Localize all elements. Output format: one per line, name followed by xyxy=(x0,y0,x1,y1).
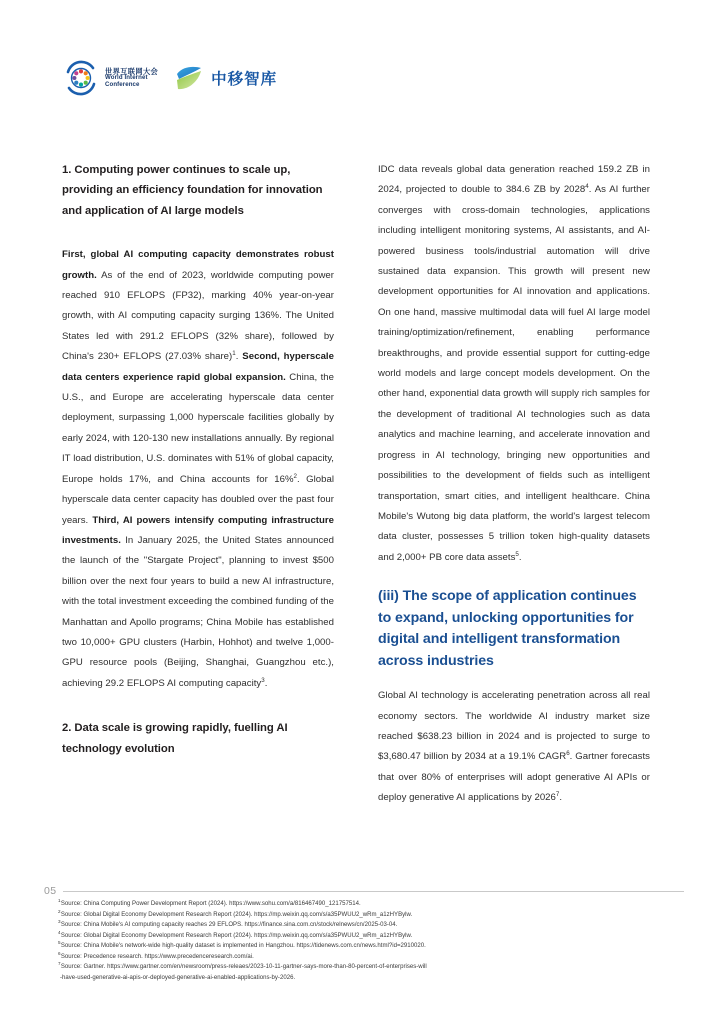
section-heading-blue: (iii) The scope of application continues to expand, unlocking opportunities for digital and intelligent transformation across industries xyxy=(378,588,637,669)
footnote-item-continuation xyxy=(58,973,683,984)
lead-in-bold-3: Third, AI powers intensify computing infrastructure investments. xyxy=(62,514,335,546)
footnote-text: Source: China Mobile's network-wide high-quality dataset is implemented in Hangzhou. https://tidenews.com.cn/news.html?id=2910020. xyxy=(60,943,426,950)
lp1-run-4: . Global hyperscale data center capacity has doubled over the past four years. xyxy=(62,473,334,526)
footnote-text: Source: Global Digital Economy Development Research Report (2024). https://mp.weixin.qq.com/s/a35PWUU2_wRm_a1zHYBylw. xyxy=(60,932,413,939)
footnote-ref-2: 2 xyxy=(293,472,297,480)
footnote-ref-3: 3 xyxy=(261,676,265,684)
page-number: 05 xyxy=(44,885,57,897)
footnote-item xyxy=(58,941,683,952)
footnote-marker: 6 xyxy=(58,950,61,956)
rp2-run-2: . Gartner forecasts that over 80% of enterprises will adopt generative AI APIs or deploy generative AI applications by 2026 xyxy=(378,751,650,804)
footnote-marker: 1 xyxy=(58,897,61,903)
footnote-ref-1: 1 xyxy=(232,350,236,358)
wic-english-name-line1: World Internet xyxy=(105,74,148,82)
rp1-run-3: . xyxy=(518,551,522,563)
footnote-text: Source: Global Digital Economy Development Research Report (2024). https://mp.weixin.qq.com/s/a35PWUU2_wRm_a1zHYBylw. xyxy=(60,911,413,918)
cmri-swoosh-icon xyxy=(174,63,204,93)
footnote-marker: 7 xyxy=(58,961,61,967)
page-footer xyxy=(0,885,724,1024)
right-column xyxy=(378,160,650,809)
world-internet-conference-logo xyxy=(62,59,158,97)
footer-divider xyxy=(63,891,684,892)
section-heading-2: 2. Data scale is growing rapidly, fuelling AI technology evolution xyxy=(62,722,288,755)
footnote-item xyxy=(58,962,683,973)
footnote-text: -have-used-generative-ai-apis-or-deployed-generative-ai-enabled-applications-by-2026. xyxy=(60,974,296,981)
wic-chinese-name: 世界互联网大会 xyxy=(105,66,159,76)
footnote-marker: 4 xyxy=(58,929,61,935)
cmri-think-tank-logo xyxy=(174,63,277,93)
footnote-ref-5: 5 xyxy=(515,550,519,558)
cmri-wordmark: 中移智库 xyxy=(211,71,278,88)
section-heading-1: 1. Computing power continues to scale up, providing an efficiency foundation for innovation and application of AI large models xyxy=(62,164,323,217)
footnote-text: Source: China Computing Power Development Report (2024). https://www.sohu.com/a/816467490_121757514. xyxy=(60,901,361,907)
footnote-marker: 2 xyxy=(58,908,61,914)
footnote-text: Source: China Mobile's AI computing capacity reaches 29 EFLOPS. https://finance.sina.com.cn/stock/relnews/cn/2025-03-04. xyxy=(60,922,398,929)
rp2-run-1: Global AI technology is accelerating penetration across all real economy sectors. The worldwide AI industry market size reached $638.23 billion in 2024 and is projected to surge to $3,680.47 billion by 2034 at a 19.1% CAGR xyxy=(378,690,650,763)
footnote-ref-7: 7 xyxy=(555,790,560,798)
footnote-ref-4: 4 xyxy=(585,183,589,191)
world-internet-conference-wordmark xyxy=(105,68,158,89)
lp1-run-3: China, the U.S., and Europe are accelerating hyperscale data center deployment, surpassing 1,000 hyperscale facilities globally by early 2024, with 120-130 new installations annually. By regional IT load distribution, U.S. dominates with 51% of global capacity, Europe holds 17%, and China accounts for 16% xyxy=(62,371,334,485)
folio-row xyxy=(44,885,684,897)
page-header xyxy=(62,55,277,101)
footnote-text: Source: Gartner. https://www.gartner.com/en/newsroom/press-releaes/2023-10-11-gartner-says-more-than-80-percent-of-enterprises-will xyxy=(60,964,427,971)
footnote-ref-6: 6 xyxy=(566,750,570,758)
footnote-text: Source: Precedence research. https://www.precedenceresearch.com/ai. xyxy=(60,953,254,960)
world-internet-conference-icon xyxy=(62,59,100,97)
right-paragraph-2 xyxy=(378,686,650,808)
footnote-item xyxy=(58,920,683,931)
footnote-item xyxy=(58,931,683,942)
right-paragraph-1 xyxy=(378,160,650,568)
footnote-marker: 3 xyxy=(58,919,61,925)
left-column xyxy=(62,160,334,759)
footnote-item xyxy=(58,899,683,910)
lp1-run-1: As of the end of 2023, worldwide computing power reached 910 EFLOPS (FP32), marking 40% year-on-year growth, with AI computing capacity surging 136%. The United States led with 291.2 EFLOPS (32% share), followed by China's 230+ EFLOPS (27.03% share) xyxy=(62,269,334,363)
lp1-run-5: In January 2025, the United States announced the launch of the "Stargate Project", planning to invest $500 billion over the next four years to build a new AI infrastructure, with the total investment exceeding the combined funding of the Manhattan and Apollo programs; China Mobile has established two 10,000+ GPU clusters (Harbin, Hohhot) and twelve 1,000-GPU resource pools (Beijing, Shanghai, Guangzhou etc.), achieving 29.2 EFLOPS AI computing capacity xyxy=(62,534,334,689)
lp1-run-6: . xyxy=(264,677,268,689)
rp2-run-3: . xyxy=(559,792,563,804)
lp1-run-2: . xyxy=(235,351,243,363)
left-paragraph-1 xyxy=(62,245,334,694)
rp1-run-2: . As AI further converges with cross-domain technologies, applications including intelligent monitoring systems, AI assistants, and AI-powered business tools/industrial automation will drive sustained data expansion. This growth will present new development opportunities for AI innovation and applications. On one hand, massive multimodal data will fuel AI large model training/optimization/refinement, enabling performance breakthroughs, and provide essential support for cutting-edge world models and large concept models development. On the other hand, exponential data growth will supply rich samples for the development of traditional AI technologies such as data analytics and machine learning, and accelerate innovation and progress in AI technology, bringing new opportunities and possibilities to the development of fields such as intelligent transportation, smart cities, and intelligent healthcare. China Mobile's Wutong big data platform, the world's largest telecom data cluster, possesses 5 trillion token high-quality datasets and 2,000+ PB core data assets xyxy=(378,184,650,563)
footnote-list xyxy=(58,899,683,983)
lead-in-bold-2: Second, hyperscale data centers experience rapid global expansion. xyxy=(62,351,334,383)
lead-in-bold-1: First, global AI computing capacity demonstrates robust growth. xyxy=(62,249,334,281)
footnote-item xyxy=(58,952,683,963)
footnote-item xyxy=(58,910,683,921)
wic-english-name-line2: Conference xyxy=(105,80,140,88)
rp1-run-1: IDC data reveals global data generation reached 159.2 ZB in 2024, projected to double to 384.6 ZB by 2028 xyxy=(378,164,650,196)
footnote-marker: 5 xyxy=(58,940,61,946)
